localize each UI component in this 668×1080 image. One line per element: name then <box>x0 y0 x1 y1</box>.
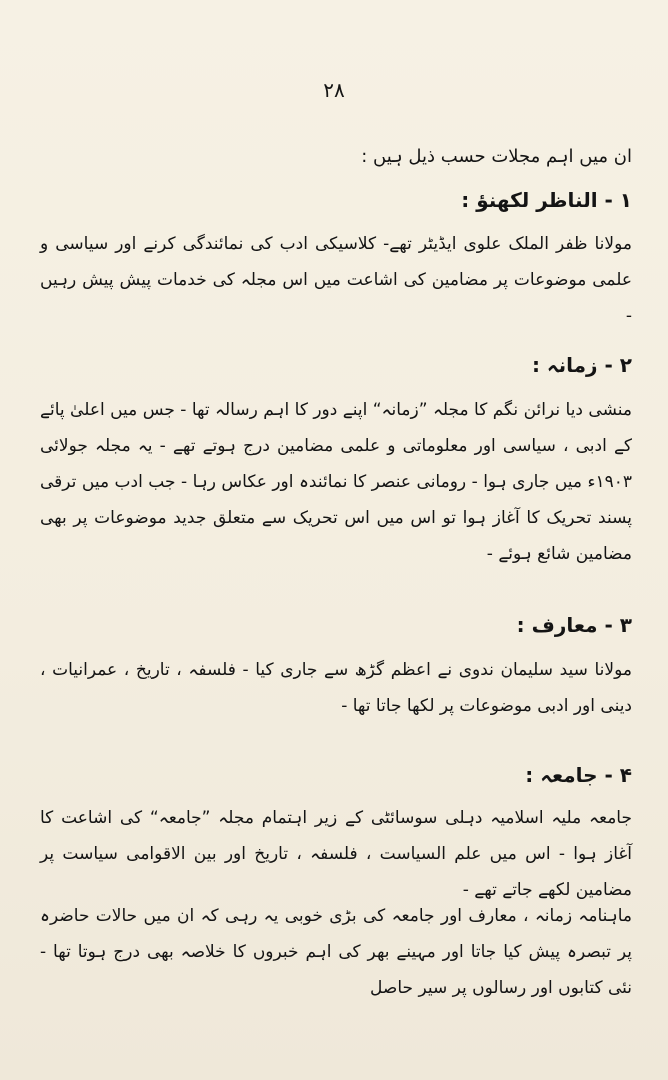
section-body-maarif: مولانا سید سلیمان ندوی نے اعظم گڑھ سے جاری کیا - فلسفہ ، تاریخ ، عمرانیات ، دینی اور ادبی موضوعات پر لکھا جاتا تھا - <box>40 660 632 716</box>
section-heading-al-nazir: ۱ - الناظر لکھنؤ : <box>461 188 632 212</box>
section-body-al-nazir: مولانا ظفر الملک علوی ایڈیٹر تھے- کلاسیکی ادب کی نمائندگی کرنے اور سیاسی و علمی موضوعات پر مضامین کی اشاعت میں اس مجلہ کی خدمات پیش پیش رہیں - <box>40 234 632 326</box>
section-heading-zamana: ۲ - زمانہ : <box>531 353 632 377</box>
intro-line: ان میں اہم مجلات حسب ذیل ہیں : <box>361 146 632 167</box>
section-body-zamana: منشی دیا نرائن نگم کا مجلہ ”زمانہ“ اپنے دور کا اہم رسالہ تھا - جس میں اعلیٰ پائے کے ادبی ، سیاسی اور معلوماتی و علمی مضامین درج ہوتے تھے - یہ مجلہ جولائی ۱۹۰۳ء میں جاری ہوا - رومانی عنصر کا نمائندہ اور عکاس رہا - جب ادب میں ترقی پسند تحریک کا آغاز ہوا تو اس میں اس تحریک سے متعلق جدید موضوعات پر بھی مضامین شائع ہوئے - <box>40 400 632 564</box>
closing-paragraph: ماہنامہ زمانہ ، معارف اور جامعہ کی بڑی خوبی یہ رہی کہ ان میں حالات حاضرہ پر تبصرہ پیش کیا جاتا اور مہینے بھر کی اہم خبروں کا خلاصہ بھی درج ہوتا تھا - نئی کتابوں اور رسالوں پر سیر حاصل <box>40 906 632 998</box>
section-heading-maarif: ۳ - معارف : <box>516 613 632 637</box>
section-body-jamia: جامعہ ملیہ اسلامیہ دہلی سوسائٹی کے زیر اہتمام مجلہ ”جامعہ“ کی اشاعت کا آغاز ہوا - اس میں علم السیاست ، فلسفہ ، تاریخ اور بین الاقوامی سیاست پر مضامین لکھے جاتے تھے - <box>40 808 632 900</box>
section-heading-jamia: ۴ - جامعہ : <box>525 763 632 787</box>
page-number: ۲۸ <box>323 78 345 102</box>
